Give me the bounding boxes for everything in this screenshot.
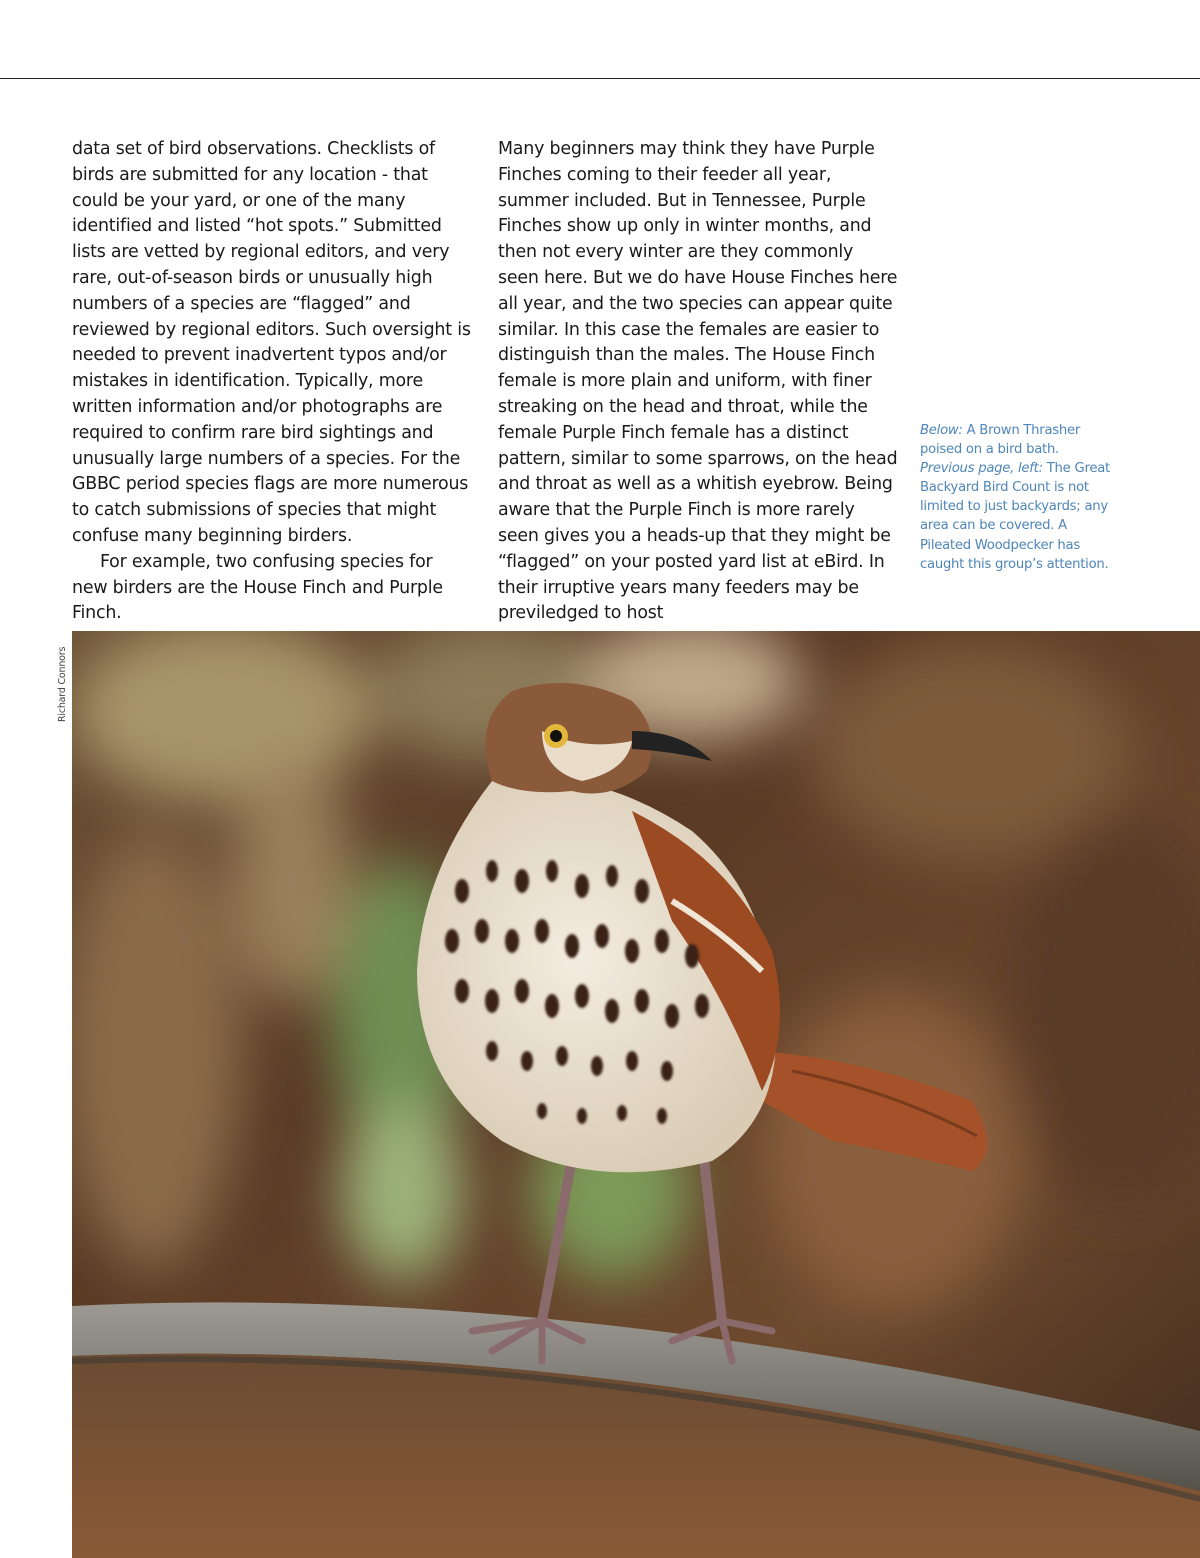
- header-rule: [0, 78, 1200, 79]
- caption-text-below: A Brown Thrasher poised on a bird bath.: [920, 423, 1081, 458]
- body-paragraph: For example, two confusing species for new birders are the House Finch and Purple Finch.: [72, 551, 443, 624]
- caption-label-previous: Previous page, left:: [920, 461, 1043, 477]
- body-paragraph: Many beginners may think they have Purple Finches coming to their feeder all year, summer included. But in Tennessee, Purple Finches show up only in winter months, and then not every winter are they commonly seen here. But we do have House Finches here all year, and the two species can appear quite similar. In this case the females are easier to distinguish than the males. The House Finch female is more plain and uniform, with finer streaking on the head and throat, while the female Purple Finch female has a distinct pattern, similar to some sparrows, on the head and throat as well as a whitish eyebrow. Being aware that the Purple Finch is more rarely seen gives you a heads-up that they might be “flagged” on your posted yard list at eBird. In their irruptive years many feeders may be previledged to host: [498, 139, 898, 624]
- article-column-right: [498, 137, 898, 627]
- photo-caption: [920, 421, 1110, 574]
- body-paragraph: data set of bird observations. Checklists of birds are submitted for any location - that could be your yard, or one of the many identified and listed “hot spots.” Submitted lists are vetted by regional editors, and very rare, out-of-season birds or unusually high numbers of a species are “flagged” and reviewed by regional editors. Such oversight is needed to prevent inadvertent typos and/or mistakes in identification. Typically, more written information and/or photographs are required to confirm rare bird sightings and unusually large numbers of a species. For the GBBC period species flags are more numerous to catch submissions of species that might confuse many beginning birders.: [72, 139, 471, 546]
- brown-thrasher-photo: [72, 631, 1200, 1558]
- caption-text-previous: The Great Backyard Bird Count is not limited to just backyards; any area can be covered. A Pileated Woodpecker has caught this group’s attention.: [920, 461, 1110, 572]
- caption-label-below: Below:: [920, 423, 963, 438]
- photo-credit: Richard Connors: [57, 646, 68, 722]
- article-column-left: [72, 137, 472, 627]
